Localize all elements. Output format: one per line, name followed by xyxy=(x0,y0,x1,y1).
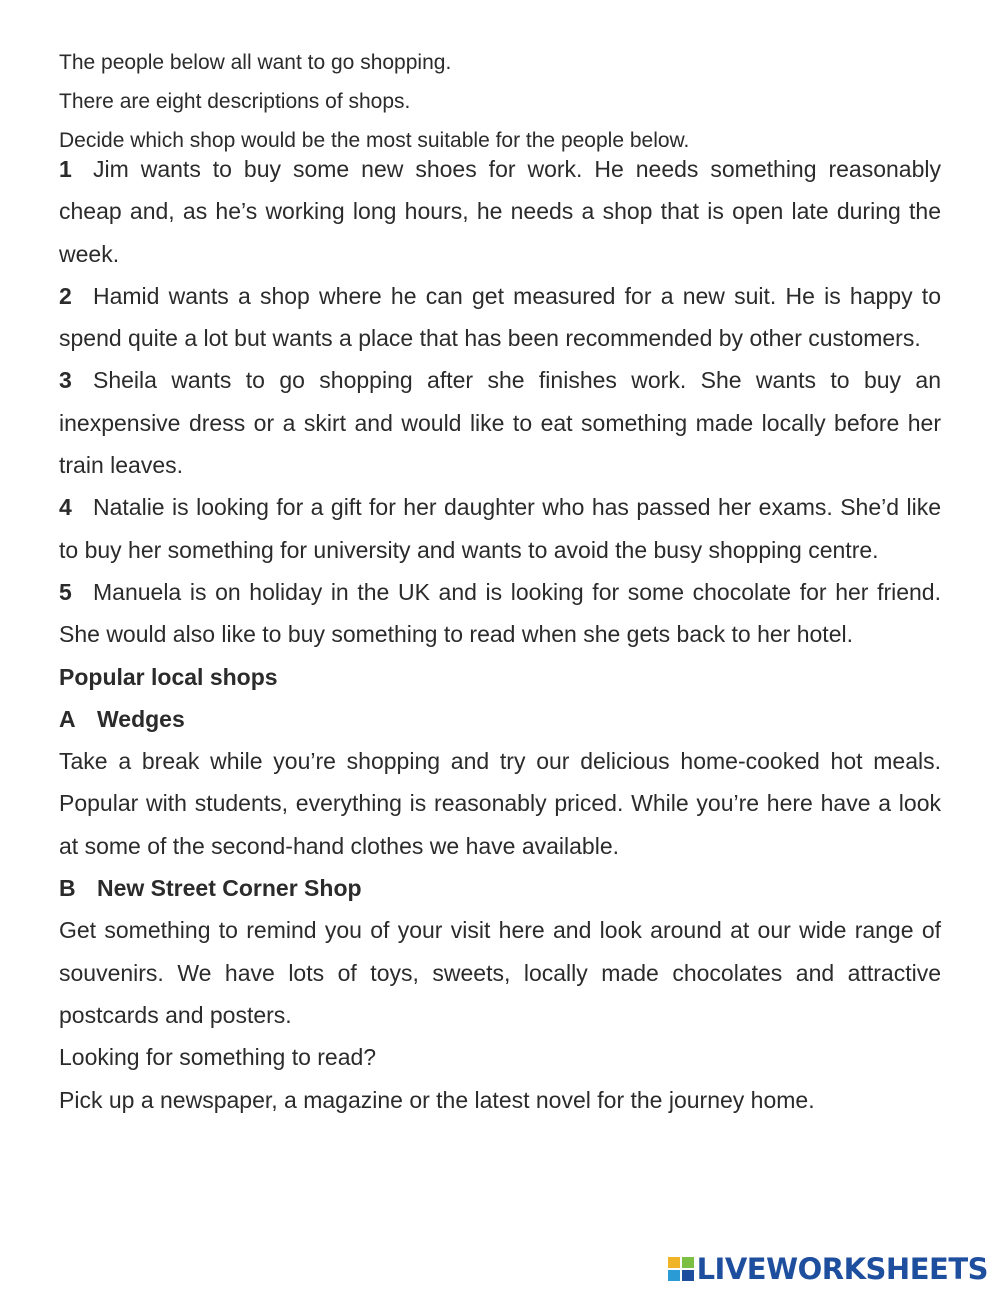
shop-b-reading-question: Looking for something to read? xyxy=(59,1044,377,1071)
shop-b-description: Get something to remind you of your visit here and look around at our wide range of souvenirs. We have lots of toys, sweets, locally made chocolates and attractive postcards and posters. xyxy=(59,917,941,1028)
instruction-line-3: Decide which shop would be the most suitable for the people below. xyxy=(59,129,690,152)
person-item-2 xyxy=(59,275,941,360)
shop-letter: A xyxy=(59,705,76,732)
person-description: Sheila wants to go shopping after she finishes work. She wants to buy an inexpensive dress or a skirt and would like to eat something made locally before her train leaves. xyxy=(59,367,941,479)
person-description: Jim wants to buy some new shoes for work. He needs something reasonably cheap and, as he’s working long hours, he needs a shop that is open late during the week. xyxy=(59,156,941,267)
person-number: 2 xyxy=(59,282,72,309)
shop-a-heading xyxy=(59,698,941,740)
person-number: 4 xyxy=(59,494,72,521)
liveworksheets-logo-text: LIVEWORKSHEETS xyxy=(696,1252,988,1286)
liveworksheets-logo-icon xyxy=(668,1256,694,1282)
person-number: 1 xyxy=(59,156,72,182)
shop-letter: B xyxy=(59,875,76,902)
person-description: Hamid wants a shop where he can get measured for a new suit. He is happy to spend quite a lot but wants a place that has been recommended by other customers. xyxy=(59,282,941,352)
shops-heading: Popular local shops xyxy=(59,663,278,690)
shop-b-heading xyxy=(59,867,941,909)
instruction-line-1: The people below all want to go shopping. xyxy=(59,51,452,74)
instruction-line-2: There are eight descriptions of shops. xyxy=(59,90,411,113)
person-item-3 xyxy=(59,359,941,486)
shop-b-reading-offer: Pick up a newspaper, a magazine or the latest novel for the journey home. xyxy=(59,1086,815,1113)
person-description: Manuela is on holiday in the UK and is looking for some chocolate for her friend. She would also like to buy something to read when she gets back to her hotel. xyxy=(59,578,941,648)
person-description: Natalie is looking for a gift for her daughter who has passed her exams. She’d like to buy her something for university and wants to avoid the busy shopping centre. xyxy=(59,494,941,563)
person-item-4 xyxy=(59,486,941,571)
shop-name: Wedges xyxy=(97,705,185,732)
person-item-1 xyxy=(59,148,941,275)
person-number: 5 xyxy=(59,578,72,605)
worksheet-body xyxy=(59,148,941,1121)
person-item-5 xyxy=(59,571,941,656)
shop-name: New Street Corner Shop xyxy=(97,875,362,902)
person-number: 3 xyxy=(59,367,72,394)
liveworksheets-footer xyxy=(668,1252,988,1286)
shop-a-description: Take a break while you’re shopping and try our delicious home-cooked hot meals. Popular with students, everything is reasonably priced. While you’re here have a look at some of the second-hand clothes we have available. xyxy=(59,748,941,859)
